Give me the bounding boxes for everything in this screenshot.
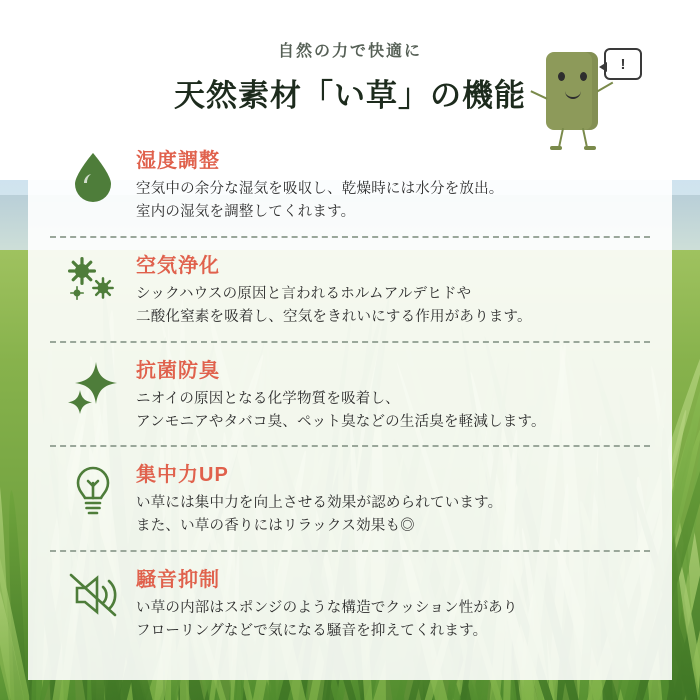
feature-list — [28, 133, 672, 655]
feature-item — [50, 447, 650, 552]
mascot-eye-right — [580, 72, 587, 81]
content-card — [28, 20, 672, 680]
feature-texts — [136, 249, 650, 329]
mascot-eye-left — [558, 72, 565, 81]
feature-line: 室内の湿気を調整してくれます。 — [136, 203, 356, 220]
mascot-foot-right — [584, 146, 596, 150]
feature-title: 空気浄化 — [136, 254, 220, 277]
mascot-arm-right — [597, 82, 614, 93]
feature-title: 抗菌防臭 — [136, 359, 220, 382]
feature-texts — [136, 563, 650, 643]
mascot-arm-left — [530, 90, 547, 99]
feature-title: 集中力UP — [136, 464, 229, 487]
speech-bubble: ! — [604, 48, 642, 80]
water-drop-icon — [50, 144, 136, 202]
mascot-character — [518, 42, 638, 162]
feature-line: シックハウスの原因と言われるホルムアルデヒドや — [136, 285, 472, 302]
mascot-leg-right — [582, 128, 588, 148]
feature-item — [50, 552, 650, 655]
mascot-leg-left — [558, 128, 564, 148]
pollen-molecule-icon — [50, 249, 136, 307]
feature-texts — [136, 354, 650, 434]
feature-line: ニオイの原因となる化学物質を吸着し、 — [136, 390, 400, 407]
page-subtitle: 自然の力で快適に — [277, 43, 422, 60]
feature-texts — [136, 458, 650, 538]
feature-line: い草には集中力を向上させる効果が認められています。 — [136, 495, 503, 512]
feature-item — [50, 343, 650, 448]
feature-line: 二酸化窒素を吸着し、空気をきれいにする作用があります。 — [136, 308, 532, 325]
page-title: 天然素材「い草」の機能 — [174, 78, 526, 113]
feature-title: 騒音抑制 — [136, 569, 220, 592]
lightbulb-icon — [50, 458, 136, 520]
feature-line: フローリングなどで気になる騒音を抑えてくれます。 — [136, 623, 488, 640]
feature-line: い草の内部はスポンジのような構造でクッション性があり — [136, 600, 518, 617]
feature-title: 湿度調整 — [136, 150, 220, 172]
mascot-foot-left — [550, 146, 562, 150]
feature-line: アンモニアやタバコ臭、ペット臭などの生活臭を軽減します。 — [136, 413, 546, 430]
mute-sound-icon — [50, 563, 136, 621]
feature-item — [50, 238, 650, 343]
sparkle-icon — [50, 354, 136, 414]
feature-line: また、い草の香りにはリラックス効果も◎ — [136, 518, 415, 535]
feature-line: 空気中の余分な湿気を吸収し、乾燥時には水分を放出。 — [136, 181, 504, 197]
